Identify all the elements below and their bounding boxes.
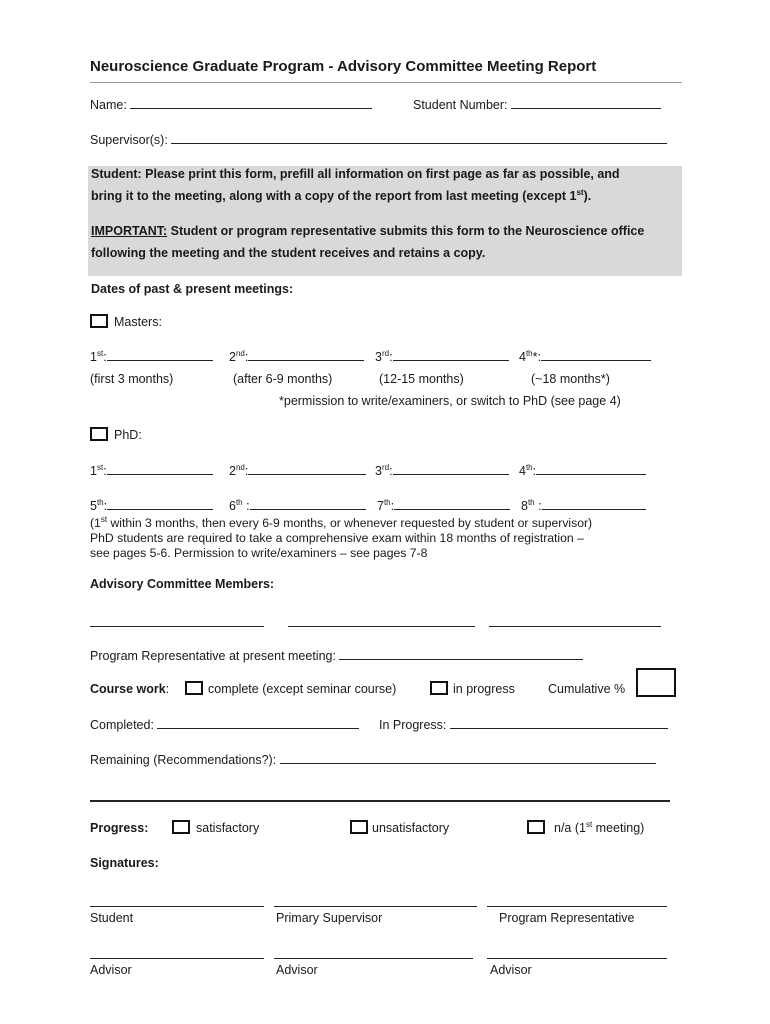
signatures-heading: Signatures: <box>90 856 159 870</box>
coursework-in-progress-label: in progress <box>453 682 515 696</box>
primary-supervisor-signature-field[interactable] <box>274 906 477 907</box>
remaining-label: Remaining (Recommendations?): <box>90 753 277 767</box>
notice-important-line-2: following the meeting and the student receives and retains a copy. <box>91 246 486 260</box>
student-number-row <box>413 96 661 112</box>
advisor-1-signature-label: Advisor <box>90 963 132 977</box>
coursework-complete-checkbox[interactable] <box>185 681 203 695</box>
advisor-1-signature-field[interactable] <box>90 958 264 959</box>
phd-meeting-6-field[interactable] <box>250 497 366 510</box>
phd-meeting-2-field[interactable] <box>248 462 366 475</box>
coursework-in-progress-checkbox[interactable] <box>430 681 448 695</box>
masters-meeting-4-field[interactable] <box>541 348 651 361</box>
coursework-complete-label: complete (except seminar course) <box>208 682 397 696</box>
phd-meeting-7-field[interactable] <box>394 497 510 510</box>
name-row <box>90 96 372 112</box>
masters-meeting-2: 2nd: <box>229 348 364 364</box>
primary-supervisor-signature-label: Primary Supervisor <box>276 911 383 925</box>
committee-member-field[interactable] <box>90 626 264 627</box>
phd-checkbox[interactable] <box>90 427 108 441</box>
masters-checkbox[interactable] <box>90 314 108 328</box>
program-rep-signature-label: Program Representative <box>499 911 635 925</box>
masters-footnote: *permission to write/examiners, or switch to PhD (see page 4) <box>279 394 621 408</box>
progress-unsatisfactory-checkbox[interactable] <box>350 820 368 834</box>
remaining-row <box>90 751 656 767</box>
phd-meeting-6: 6th : <box>229 497 366 513</box>
student-signature-field[interactable] <box>90 906 264 907</box>
phd-meeting-5: 5th: <box>90 497 213 513</box>
committee-member-field[interactable] <box>489 626 661 627</box>
supervisor-row <box>90 131 667 147</box>
program-rep-label: Program Representative at present meeting: <box>90 649 336 663</box>
progress-na-checkbox[interactable] <box>527 820 545 834</box>
phd-meeting-2: 2nd: <box>229 462 366 478</box>
masters-label: Masters: <box>114 315 162 329</box>
remaining-field[interactable] <box>280 751 656 764</box>
in-progress-label: In Progress: <box>379 718 447 732</box>
progress-label: Progress: <box>90 821 149 835</box>
masters-note-2: (after 6-9 months) <box>233 372 333 386</box>
dates-heading: Dates of past & present meetings: <box>91 282 294 296</box>
masters-note-3: (12-15 months) <box>379 372 464 386</box>
notice-line-2: bring it to the meeting, along with a copy of the report from last meeting (except 1st). <box>91 188 592 203</box>
cumulative-label: Cumulative % <box>548 682 626 696</box>
in-progress-field[interactable] <box>450 716 668 729</box>
name-field[interactable] <box>130 96 372 109</box>
progress-na-label: n/a (1st meeting) <box>554 820 645 835</box>
student-number-field[interactable] <box>511 96 661 109</box>
supervisor-label: Supervisor(s): <box>90 133 168 147</box>
committee-member-field[interactable] <box>288 626 475 627</box>
progress-satisfactory-label: satisfactory <box>196 821 260 835</box>
masters-meeting-1-field[interactable] <box>107 348 213 361</box>
notice-line-1: Student: Please print this form, prefill all information on first page as far as possible, and <box>91 167 620 181</box>
masters-meeting-3-field[interactable] <box>393 348 509 361</box>
masters-meeting-4: 4th*: <box>519 348 651 364</box>
phd-meeting-5-field[interactable] <box>107 497 213 510</box>
supervisor-field[interactable] <box>171 131 667 144</box>
program-rep-signature-field[interactable] <box>487 906 667 907</box>
masters-meeting-2-field[interactable] <box>248 348 364 361</box>
phd-meeting-7: 7th: <box>377 497 510 513</box>
advisor-3-signature-field[interactable] <box>487 958 667 959</box>
program-rep-row <box>90 647 583 663</box>
phd-meeting-8-field[interactable] <box>542 497 646 510</box>
student-number-label: Student Number: <box>413 98 508 112</box>
completed-row <box>90 716 359 732</box>
program-rep-field[interactable] <box>339 647 583 660</box>
completed-label: Completed: <box>90 718 154 732</box>
coursework-label: Course work <box>90 682 166 696</box>
phd-meeting-1: 1st: <box>90 462 213 478</box>
title-divider <box>90 82 682 83</box>
in-progress-row <box>379 716 668 732</box>
completed-field[interactable] <box>157 716 359 729</box>
masters-note-1: (first 3 months) <box>90 372 174 386</box>
phd-meeting-4-field[interactable] <box>536 462 646 475</box>
advisor-2-signature-label: Advisor <box>276 963 318 977</box>
advisor-2-signature-field[interactable] <box>274 958 473 959</box>
phd-meeting-3: 3rd: <box>375 462 509 478</box>
phd-meeting-8: 8th : <box>521 497 646 513</box>
phd-label: PhD: <box>114 428 142 442</box>
phd-meeting-3-field[interactable] <box>393 462 509 475</box>
masters-meeting-3: 3rd: <box>375 348 509 364</box>
masters-note-4: (~18 months*) <box>531 372 610 386</box>
committee-heading: Advisory Committee Members: <box>90 577 275 591</box>
cumulative-input[interactable] <box>636 668 676 697</box>
phd-note-c: see pages 5-6. Permission to write/examiners – see pages 7-8 <box>90 546 428 560</box>
notice-important: IMPORTANT: Student or program representative submits this form to the Neuroscience office <box>91 224 645 238</box>
advisor-3-signature-label: Advisor <box>490 963 532 977</box>
student-signature-label: Student <box>90 911 134 925</box>
phd-meeting-1-field[interactable] <box>107 462 213 475</box>
coursework-label-row: Course work: <box>90 682 170 696</box>
page-title: Neuroscience Graduate Program - Advisory Committee Meeting Report <box>90 58 597 75</box>
phd-note-b: PhD students are required to take a comprehensive exam within 18 months of registration – <box>90 531 584 545</box>
phd-note-a: (1st within 3 months, then every 6-9 months, or whenever requested by student or supervisor) <box>90 515 593 530</box>
progress-unsatisfactory-label: unsatisfactory <box>372 821 450 835</box>
important-label: IMPORTANT: <box>91 224 168 238</box>
phd-meeting-4: 4th: <box>519 462 646 478</box>
remaining-field-line-2[interactable] <box>90 800 670 802</box>
masters-meeting-1: 1st: <box>90 348 213 364</box>
name-label: Name: <box>90 98 127 112</box>
progress-satisfactory-checkbox[interactable] <box>172 820 190 834</box>
